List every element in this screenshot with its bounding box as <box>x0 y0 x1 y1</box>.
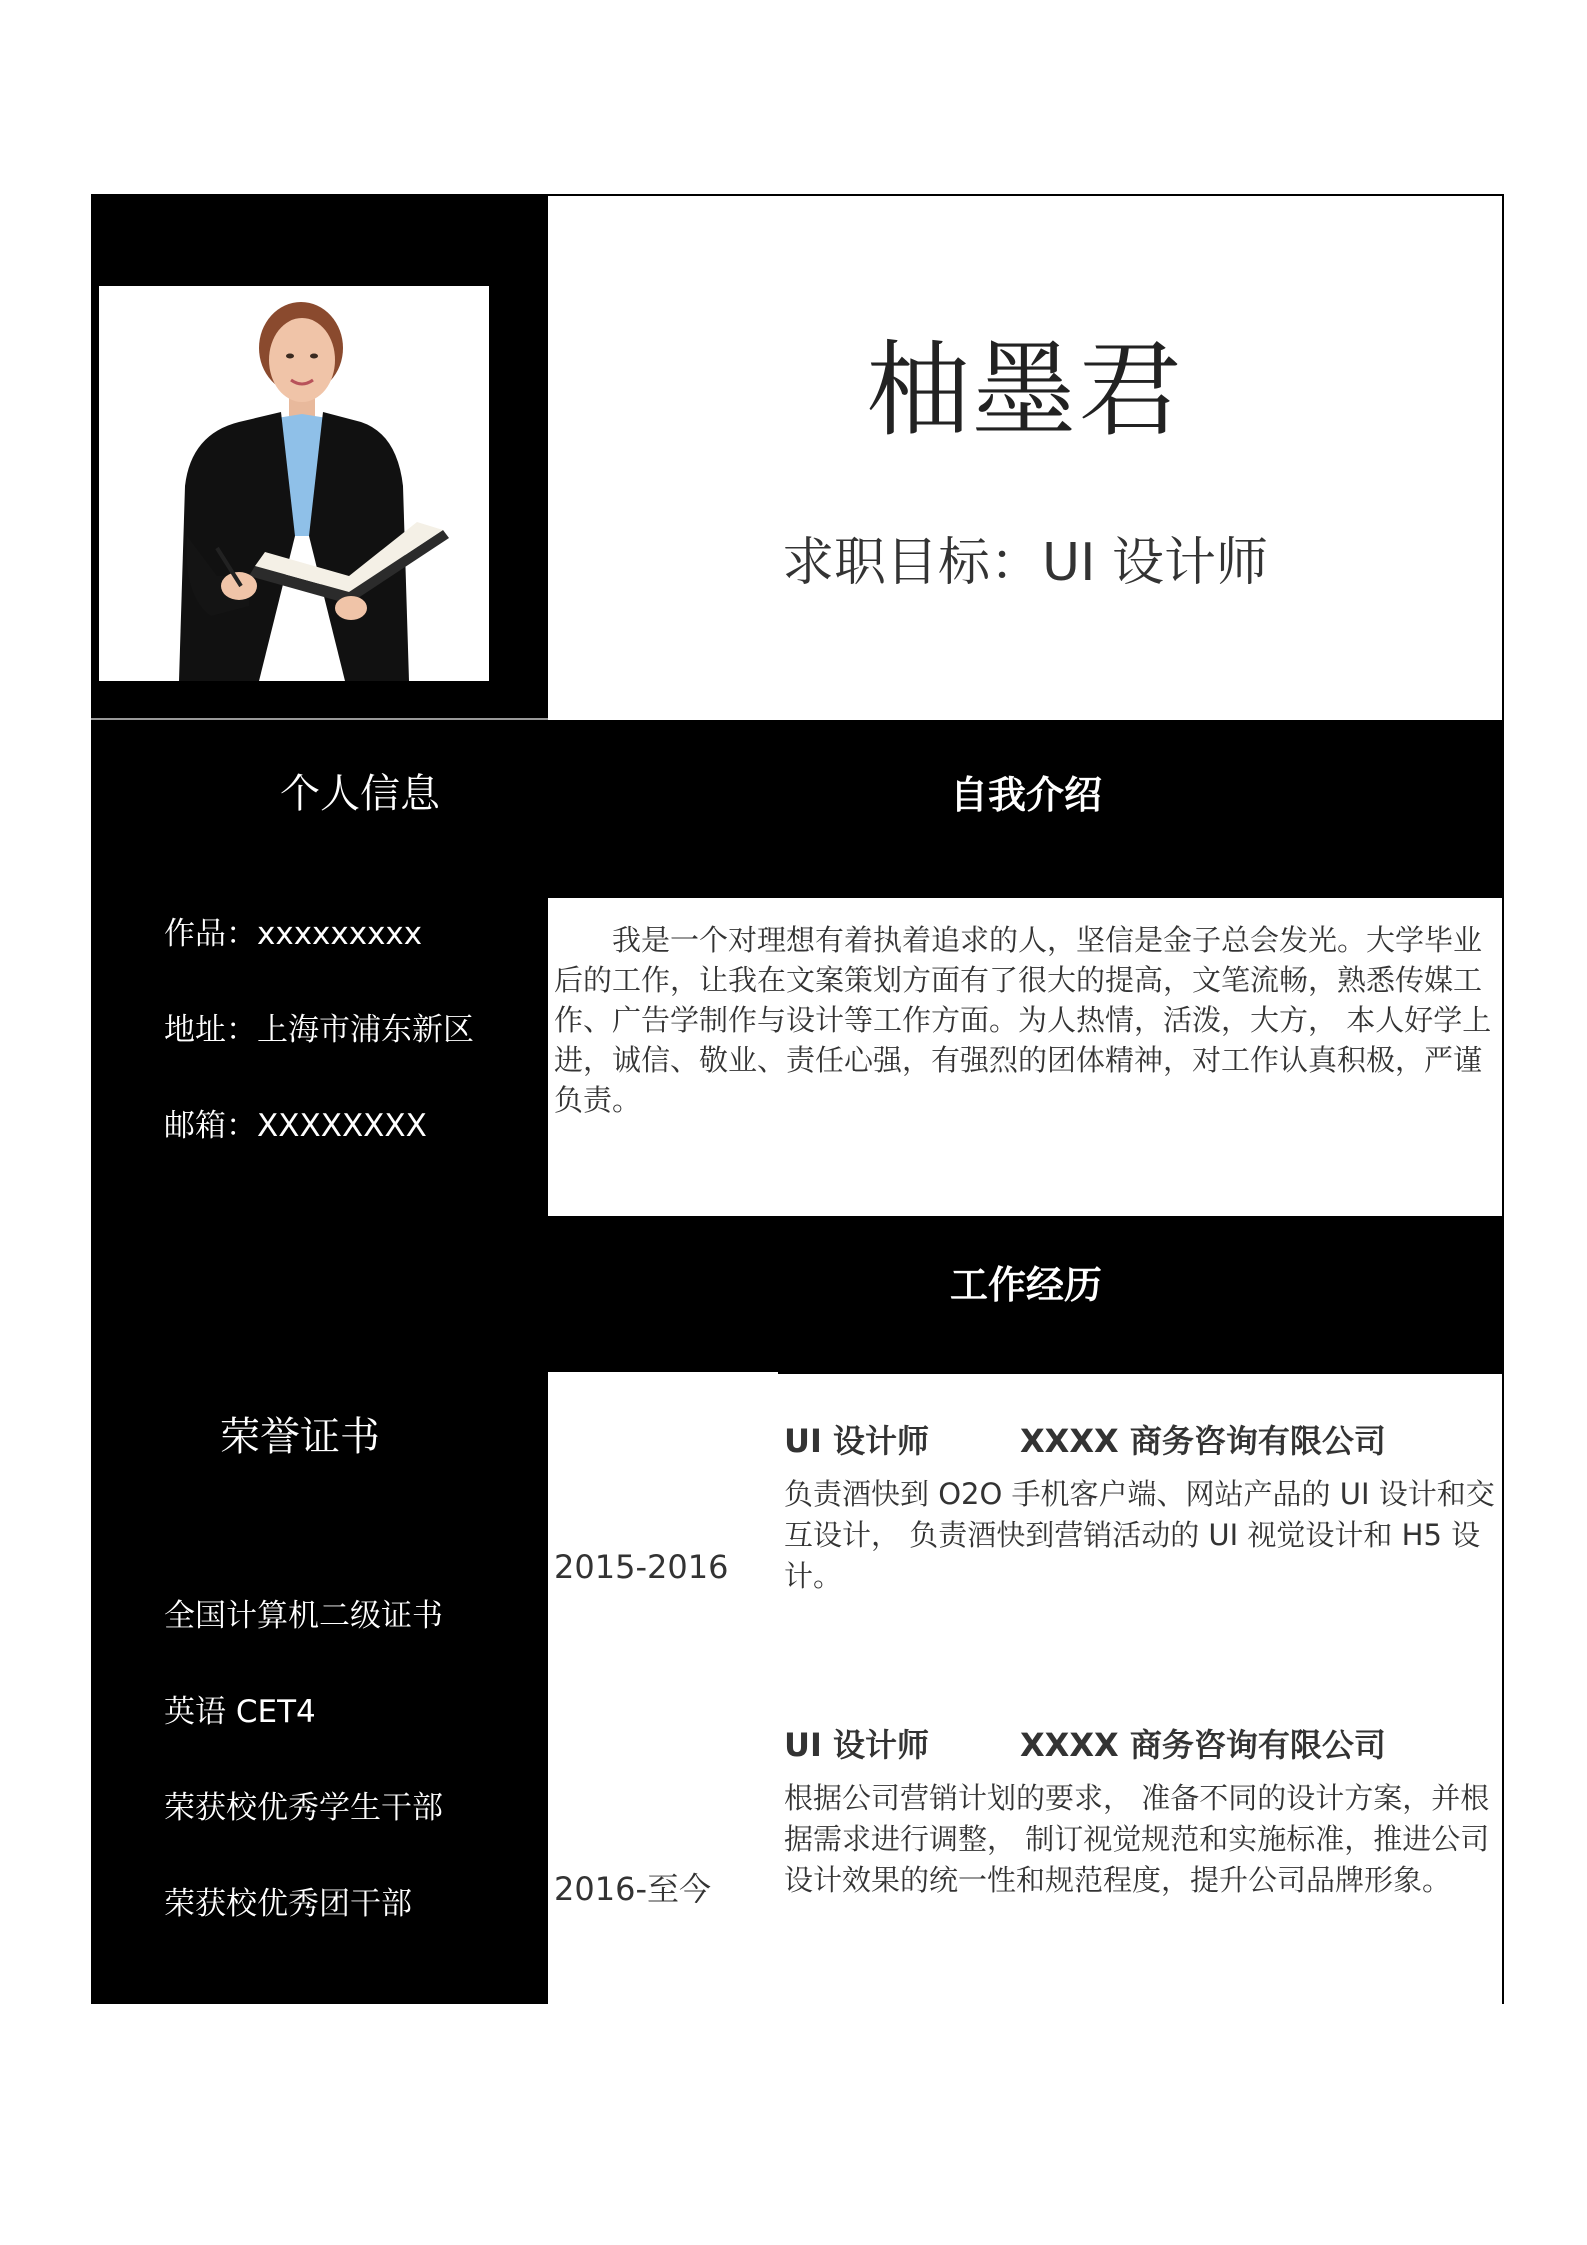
honor-item: 荣获校优秀团干部 <box>164 1886 412 1922</box>
personal-info-address: 地址：上海市浦东新区 <box>164 1012 474 1048</box>
intro-header-bar <box>548 720 1504 896</box>
honor-item: 英语 CET4 <box>164 1694 316 1730</box>
intro-title: 自我介绍 <box>949 773 1102 817</box>
person-photo-illustration <box>99 286 489 681</box>
work-title: 工作经历 <box>949 1263 1102 1307</box>
personal-info-email: 邮箱：XXXXXXXX <box>164 1108 427 1144</box>
work-company: XXXX 商务咨询有限公司 <box>1020 1726 1386 1764</box>
work-period: 2016-至今 <box>554 1870 711 1908</box>
honors-heading: 荣誉证书 <box>220 1414 380 1460</box>
work-period: 2015-2016 <box>554 1548 729 1586</box>
work-description: 根据公司营销计划的要求， 准备不同的设计方案，并根据需求进行调整， 制订视觉规范和实施标准，推进公司设计效果的统一性和规范程度，提升公司品牌形象。 <box>784 1781 1490 1897</box>
work-top-line <box>778 1372 1504 1374</box>
intro-text: 我是一个对理想有着执着追求的人，坚信是金子总会发光。大学毕业后的工作，让我在文案策划方面有了很大的提高，文笔流畅，熟悉传媒工作、广告学制作与设计等工作方面。为人热情，活泼，大方， 本人好学上进，诚信、敬业、责任心强，有强烈的团体精神，对工作认真积极，严谨负责。 <box>554 923 1492 1117</box>
work-company: XXXX 商务咨询有限公司 <box>1020 1422 1386 1460</box>
frame-top-border <box>91 194 1504 196</box>
work-position: UI 设计师 <box>784 1726 930 1764</box>
honor-item: 全国计算机二级证书 <box>164 1598 443 1634</box>
job-target: 求职目标：UI 设计师 <box>782 533 1268 593</box>
work-description: 负责酒快到 O2O 手机客户端、网站产品的 UI 设计和交互设计， 负责酒快到营销活动的 UI 视觉设计和 H5 设计。 <box>784 1477 1495 1593</box>
personal-info-heading: 个人信息 <box>280 771 440 817</box>
personal-info-works: 作品：xxxxxxxxx <box>164 916 423 952</box>
sidebar-divider <box>91 718 548 720</box>
frame-right-border <box>1502 194 1504 2004</box>
honor-item: 荣获校优秀学生干部 <box>164 1790 443 1826</box>
profile-photo <box>99 286 489 681</box>
work-position: UI 设计师 <box>784 1422 930 1460</box>
candidate-name: 柚墨君 <box>865 329 1184 451</box>
work-header-bar <box>548 1216 1504 1372</box>
